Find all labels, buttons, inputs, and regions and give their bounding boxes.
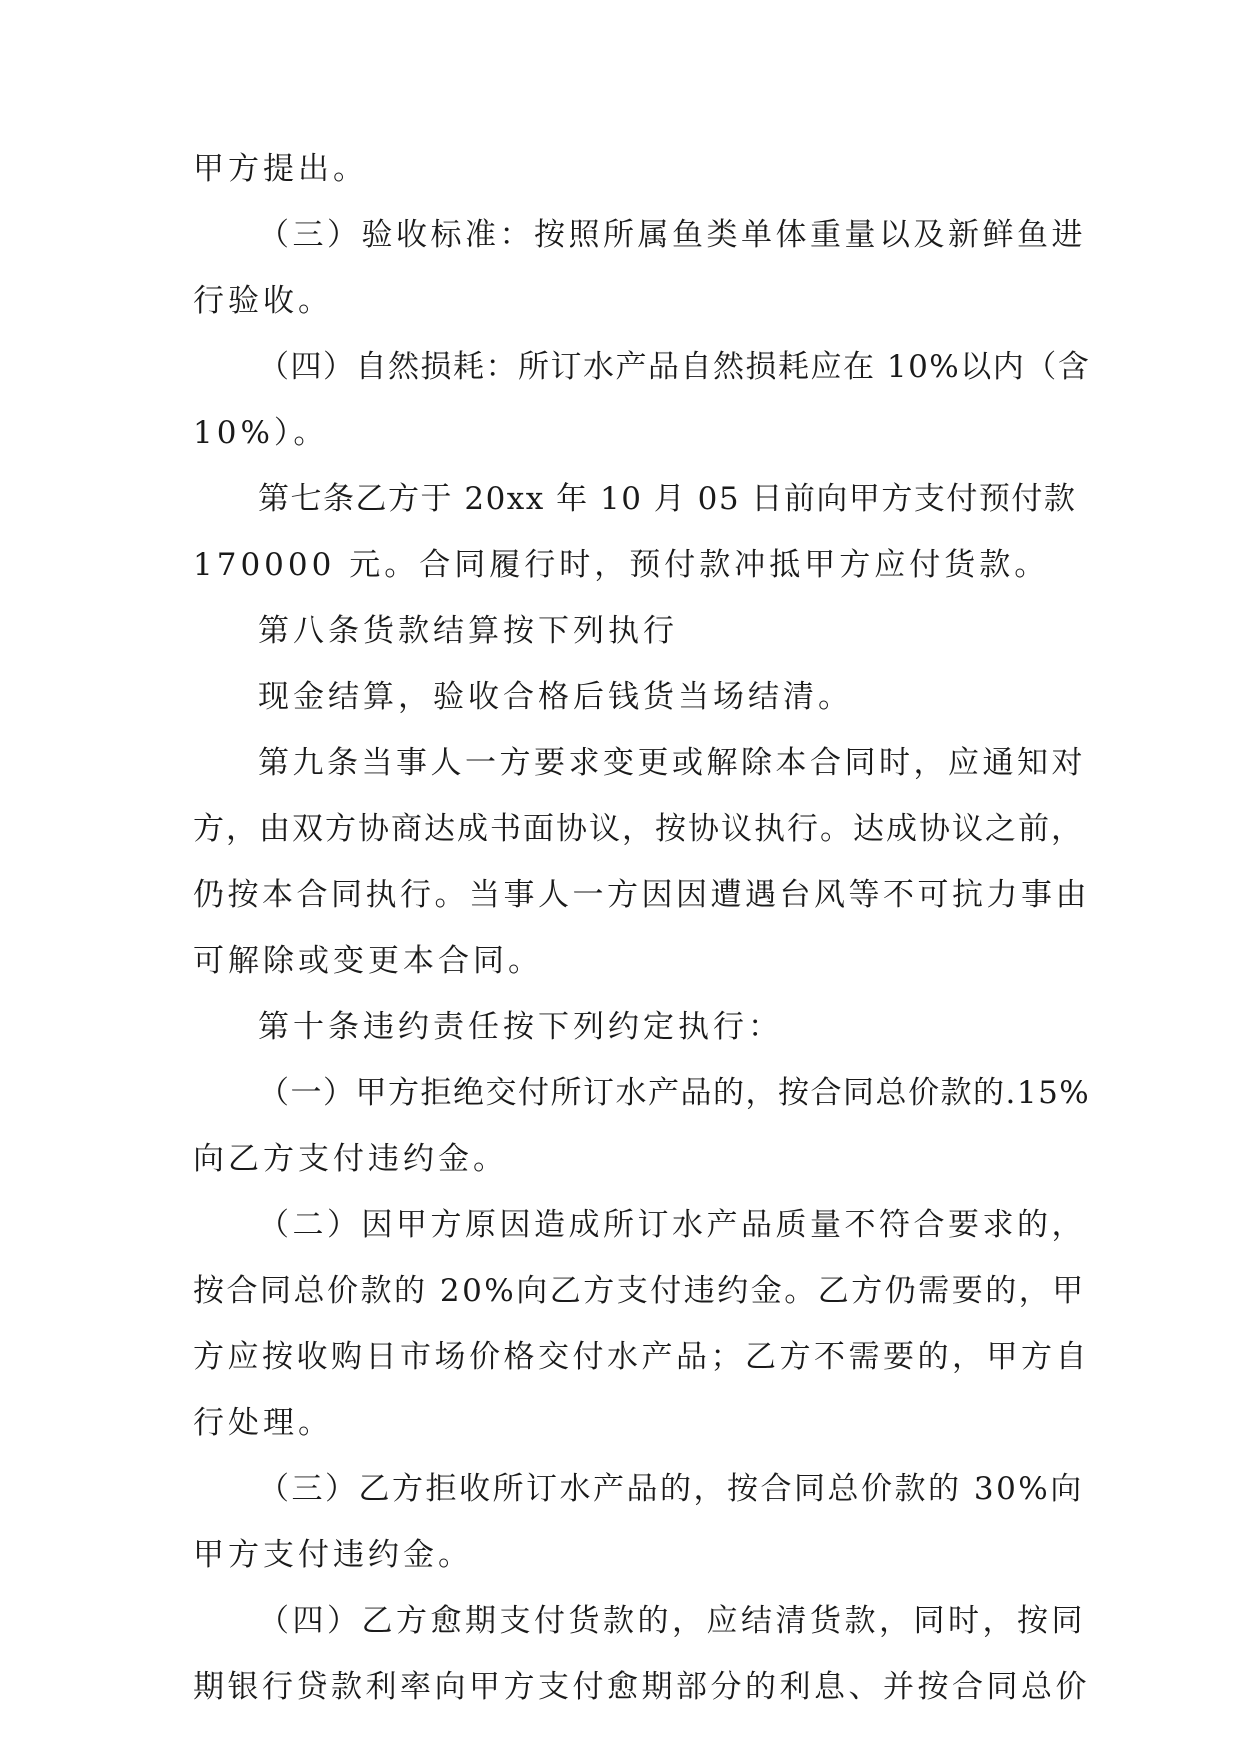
text-line: 现金结算，验收合格后钱货当场结清。 xyxy=(258,679,853,715)
text-line: 仍按本合同执行。当事人一方因因遭遇台风等不可抗力事由 xyxy=(193,877,1090,913)
text-line: 第八条货款结算按下列执行 xyxy=(258,613,678,649)
text-line: 第七条乙方于 20xx 年 10 月 05 日前向甲方支付预付款 xyxy=(258,481,1077,517)
text-line: （四）自然损耗：所订水产品自然损耗应在 10%以内（含 xyxy=(258,349,1091,385)
text-line: 10%）。 xyxy=(193,415,329,451)
text-line: （四）乙方愈期支付货款的，应结清货款，同时，按同 xyxy=(258,1603,1086,1639)
text-line: （二）因甲方原因造成所订水产品质量不符合要求的， xyxy=(258,1207,1086,1243)
text-line: 按合同总价款的 20%向乙方支付违约金。乙方仍需要的，甲 xyxy=(193,1273,1086,1309)
text-line: （一）甲方拒绝交付所订水产品的，按合同总价款的.15% xyxy=(258,1075,1091,1111)
text-line: 第九条当事人一方要求变更或解除本合同时，应通知对 xyxy=(258,745,1086,781)
text-line: 甲方提出。 xyxy=(193,151,368,187)
text-line: 方，由双方协商达成书面协议，按协议执行。达成协议之前， xyxy=(193,811,1084,847)
text-line: 170000 元。合同履行时，预付款冲抵甲方应付货款。 xyxy=(193,547,1050,583)
text-line: 行处理。 xyxy=(193,1405,333,1441)
text-line: 甲方支付违约金。 xyxy=(193,1537,473,1573)
text-line: 期银行贷款利率向甲方支付愈期部分的利息、并按合同总价 xyxy=(193,1669,1090,1705)
text-line: 第十条违约责任按下列约定执行： xyxy=(258,1009,783,1045)
text-line: （三）验收标准：按照所属鱼类单体重量以及新鲜鱼进 xyxy=(258,217,1086,253)
text-line: （三）乙方拒收所订水产品的，按合同总价款的 30%向 xyxy=(258,1471,1084,1507)
text-line: 行验收。 xyxy=(193,283,333,319)
text-line: 向乙方支付违约金。 xyxy=(193,1141,508,1177)
text-line: 方应按收购日市场价格交付水产品；乙方不需要的，甲方自 xyxy=(193,1339,1090,1375)
text-line: 可解除或变更本合同。 xyxy=(193,943,543,979)
